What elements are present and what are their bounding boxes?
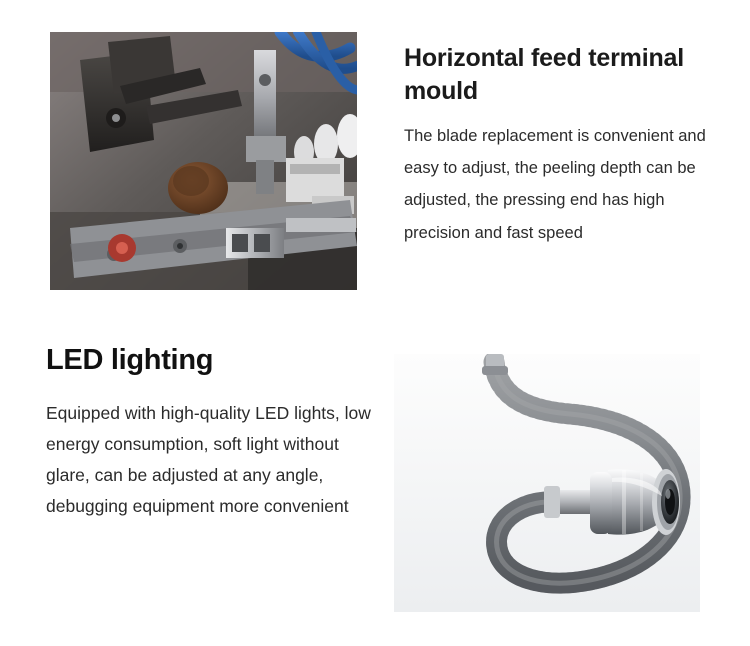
led-lighting-description: Equipped with high-quality LED lights, low energy consumption, soft light without glare, can be adjusted at any angle, debugging equipment more convenient xyxy=(46,402,371,517)
led-lighting-title: LED lighting xyxy=(46,344,214,376)
feature-section-terminal-mould xyxy=(0,0,750,320)
led-lamp-photo-illustration xyxy=(394,354,700,612)
terminal-mould-text-block xyxy=(404,42,734,249)
led-lamp-photo xyxy=(394,354,700,612)
feature-section-led-lighting xyxy=(0,320,750,646)
terminal-mould-description: The blade replacement is convenient and easy to adjust, the peeling depth can be adjusted, the pressing end has high precision and fast speed xyxy=(404,127,706,242)
terminal-mould-title: Horizontal feed terminal mould xyxy=(404,44,684,105)
terminal-mould-photo-illustration xyxy=(50,32,357,290)
led-lighting-text-block xyxy=(46,342,381,522)
terminal-mould-photo xyxy=(50,32,357,290)
